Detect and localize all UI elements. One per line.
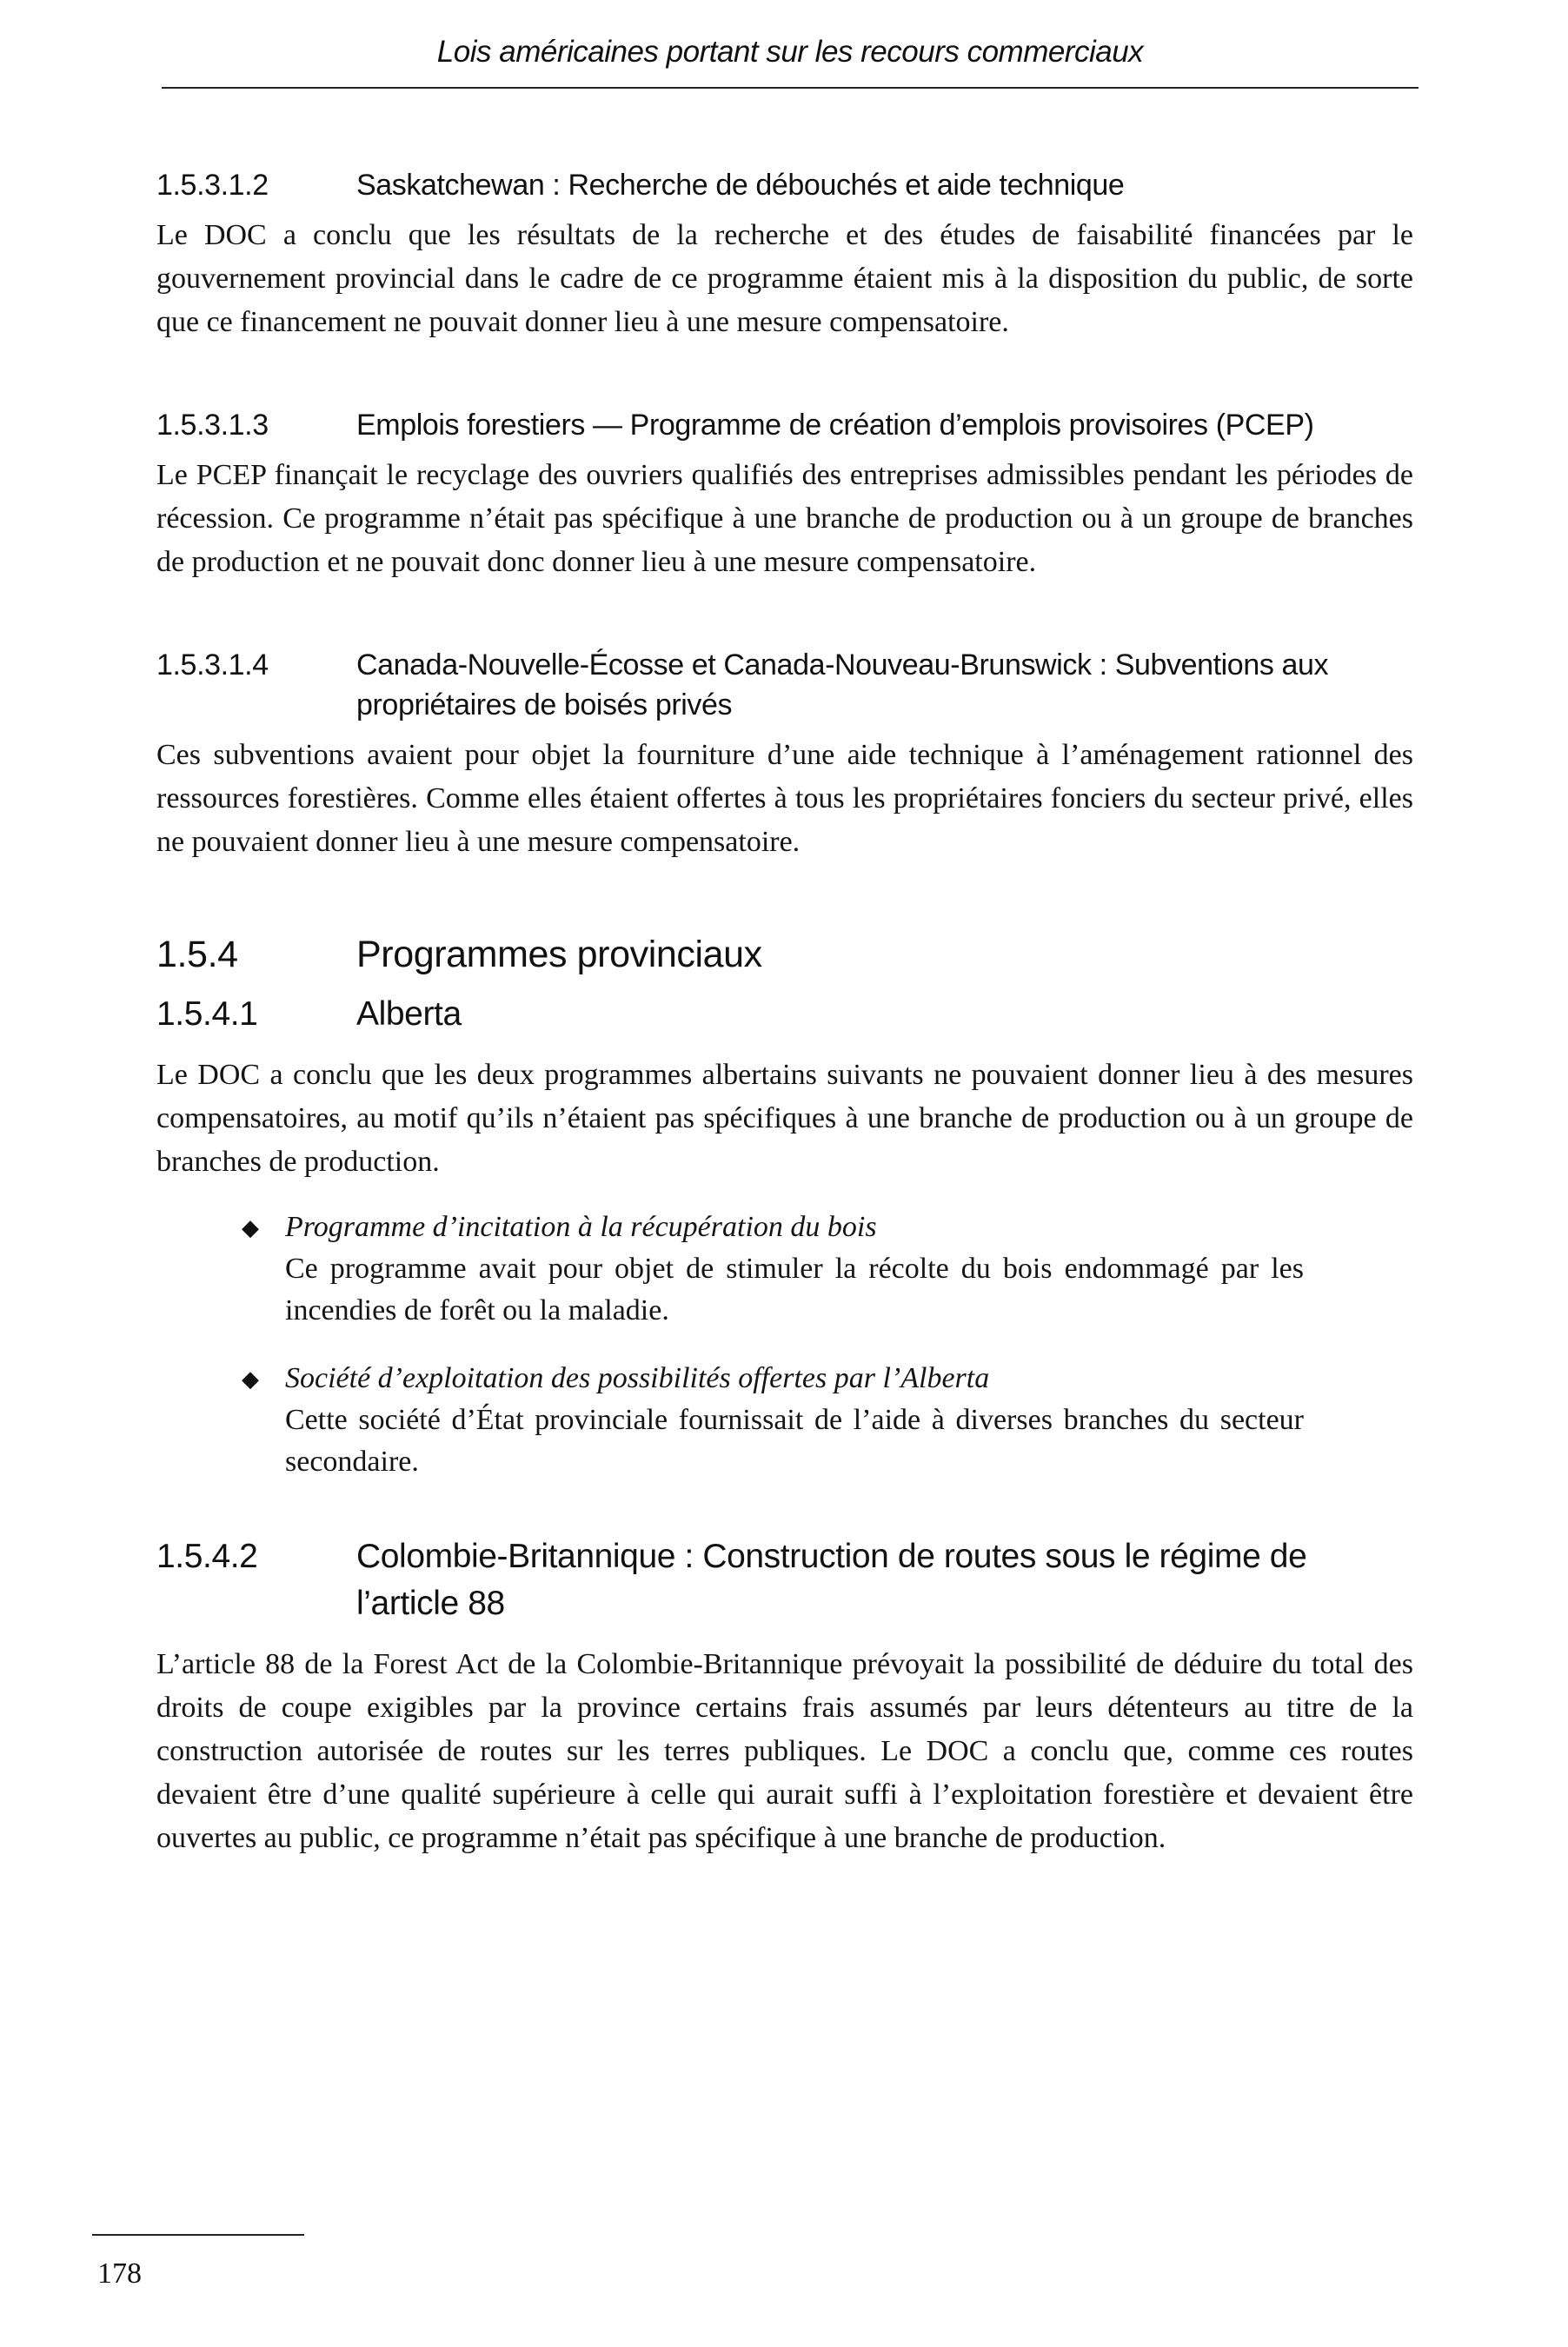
section-1-5-3-1-3 [156,405,1413,584]
section-number: 1.5.4.2 [156,1538,258,1575]
program-title: Société d’exploitation des possibilités offertes par l’Alberta [285,1362,990,1394]
section-paragraph: Le DOC a conclu que les deux programmes albertains suivants ne pouvaient donner lieu à des mesures compensatoires, au motif qu’ils n’étaient pas spécifiques à une branche de production ou à un groupe de branches de production. [156,1059,1413,1178]
section-1-5-3-1-2 [156,165,1413,344]
section-title: Canada-Nouvelle-Écosse et Canada-Nouveau-Brunswick : Subventions aux propriétaires de boisés privés [356,648,1329,721]
spacer [156,864,1413,930]
section-heading [156,405,1413,445]
subsection-heading [156,1533,1413,1627]
section-heading [156,645,1413,725]
section-number: 1.5.3.1.4 [156,648,269,681]
chapter-heading [156,930,1413,979]
subsection-heading [156,991,1413,1038]
header-rule [162,87,1419,89]
program-description: Cette société d’État provinciale fournissait de l’aide à diverses branches du secteur secondaire. [285,1404,1304,1478]
page-content [156,165,1413,1860]
section-number: 1.5.3.1.3 [156,409,269,442]
section-paragraph: Le DOC a conclu que les résultats de la recherche et des études de faisabilité financées par le gouvernement provincial dans le cadre de ce programme étaient mis à la disposition du public, de sorte que ce financement ne pouvait donner lieu à une mesure compensatoire. [156,219,1413,338]
section-paragraph: Ces subventions avaient pour objet la fourniture d’une aide technique à l’aménagement rationnel des ressources forestières. Comme elles étaient offertes à tous les propriétaires fonciers du secteur privé, elles ne pouvaient donner lieu à une mesure compensatoire. [156,739,1413,858]
section-1-5-3-1-4 [156,645,1413,864]
program-title: Programme d’incitation à la récupération du bois [285,1211,877,1243]
list-item-body [285,1207,1413,1332]
list-item-body [285,1358,1413,1483]
section-title: Emplois forestiers — Programme de création d’emplois provisoires (PCEP) [356,409,1314,442]
spacer [156,584,1413,645]
section-1-5-4 [156,930,1413,1860]
section-title: Colombie-Britannique : Construction de routes sous le régime de l’article 88 [356,1538,1307,1622]
section-paragraph: L’article 88 de la Forest Act de la Colombie-Britannique prévoyait la possibilité de déduire du total des droits de coupe exigibles par la province certains frais assumés par leurs détenteurs au titre de la construction autorisée de routes sur les terres publiques. Le DOC a conclu que, comme ces routes devaient être d’une qualité supérieure à celle qui aurait suffi à l’exploitation forestière et devaient être ouvertes au public, ce programme n’était pas spécifique à une branche de production. [156,1648,1413,1854]
list-item [156,1207,1413,1332]
running-header: Lois américaines portant sur les recours commerciaux [436,35,1144,69]
section-title: Alberta [356,995,462,1033]
program-list [156,1207,1413,1483]
page-number: 178 [97,2257,142,2290]
spacer [156,1483,1413,1533]
program-description: Ce programme avait pour objet de stimuler la récolte du bois endommagé par les incendies de forêt ou la maladie. [285,1253,1304,1326]
section-number: 1.5.4.1 [156,995,258,1033]
section-heading [156,165,1413,205]
spacer [156,344,1413,405]
list-item [156,1358,1413,1483]
section-number: 1.5.3.1.2 [156,169,269,202]
section-number: 1.5.4 [156,934,238,975]
diamond-bullet-icon: ◆ [242,1366,259,1392]
section-title: Programmes provinciaux [356,934,762,975]
section-title: Saskatchewan : Recherche de débouchés et aide technique [356,169,1125,202]
diamond-bullet-icon: ◆ [242,1215,259,1240]
section-paragraph: Le PCEP finançait le recyclage des ouvriers qualifiés des entreprises admissibles pendant les périodes de récession. Ce programme n’était pas spécifique à une branche de production ou à un groupe de branches de production et ne pouvait donc donner lieu à une mesure compensatoire. [156,459,1413,578]
footer-rule [92,2234,304,2236]
